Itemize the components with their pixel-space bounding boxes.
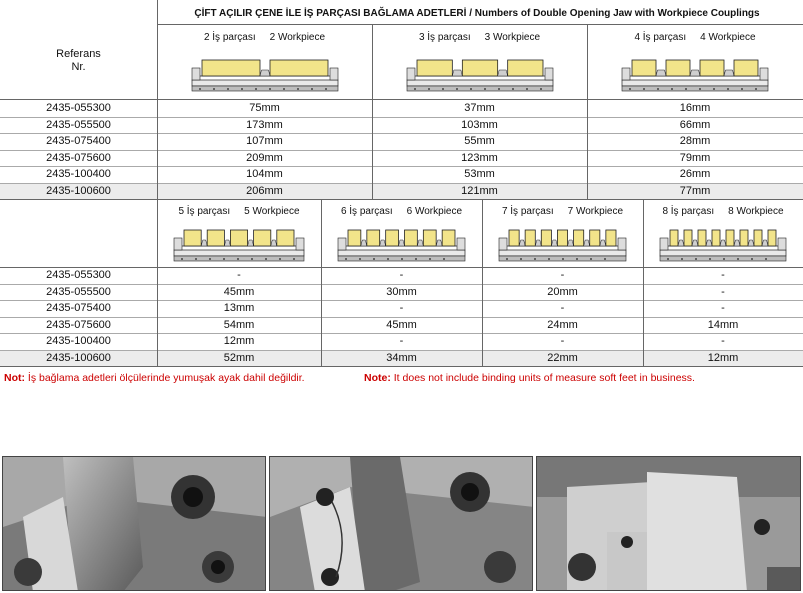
workpiece-mark [740, 230, 748, 246]
bottom-group-label-7 [482, 201, 643, 221]
top-value-cell: 123mm [461, 151, 498, 164]
workpiece-mark [632, 60, 656, 76]
workpiece-mark [525, 230, 535, 246]
group-label-tr: 8 İş parçası [662, 205, 715, 217]
top-value-cell: 26mm [679, 168, 711, 181]
top-reference-cell: 2435-100400 [46, 168, 111, 181]
group-label-tr: 7 İş parçası [501, 205, 554, 217]
top-value-cell: 79mm [679, 151, 711, 164]
workpiece-mark [202, 60, 260, 76]
group-label-en: 3 Workpiece [484, 31, 541, 43]
bottom-jaw-diagram-8 [658, 220, 788, 264]
bottom-value-cell: - [721, 269, 725, 282]
workpiece-mark [367, 230, 380, 246]
bottom-value-cell: 34mm [386, 351, 417, 364]
workpiece-mark [698, 230, 706, 246]
reference-header: Referans Nr. [56, 48, 101, 73]
top-value-cell: 206mm [246, 184, 283, 197]
top-value-cell: 53mm [464, 168, 495, 181]
top-jaw-diagram-2 [190, 50, 340, 94]
top-reference-cell: 2435-075600 [46, 151, 111, 164]
note-tr-key: Not: [4, 372, 25, 384]
bottom-group-label-8 [643, 201, 803, 221]
workpiece-mark [462, 60, 497, 76]
top-value-cell: 16mm [679, 102, 711, 115]
workpiece-mark [348, 230, 361, 246]
bottom-value-cell: - [399, 335, 404, 348]
top-value-cell: 103mm [461, 118, 498, 131]
bottom-value-cell: 12mm [223, 335, 255, 348]
bottom-reference-cell: 2435-075600 [46, 318, 111, 331]
bottom-value-cell: 14mm [707, 318, 739, 331]
bottom-value-cell: 52mm [223, 351, 255, 364]
workpiece-mark [230, 230, 247, 246]
bottom-value-cell: - [721, 285, 725, 298]
top-value-cell: 121mm [461, 184, 498, 197]
bottom-jaw-diagram-7 [497, 220, 628, 264]
top-jaw-diagram-3 [405, 50, 555, 94]
workpiece-mark [754, 230, 762, 246]
workpiece-mark [277, 230, 294, 246]
top-reference-cell: 2435-055500 [46, 118, 111, 131]
workpiece-mark [386, 230, 399, 246]
table-title: ÇİFT AÇILIR ÇENE İLE İŞ PARÇASI BAĞLAMA ADETLERİ / Numbers of Double Opening Jaw with Workpiece Couplings [194, 7, 760, 19]
top-value-cell: 104mm [246, 168, 283, 181]
bottom-value-cell: 24mm [547, 318, 578, 331]
bottom-value-cell: 12mm [707, 351, 739, 364]
top-value-cell: 37mm [464, 102, 495, 115]
top-value-cell: 209mm [246, 151, 283, 164]
top-value-cell: 55mm [464, 135, 495, 148]
workpiece-mark [423, 230, 436, 246]
note-turkish [4, 372, 305, 384]
group-label-en: 2 Workpiece [269, 31, 326, 43]
top-jaw-diagram-4 [620, 50, 770, 94]
workpiece-mark [405, 230, 418, 246]
bottom-jaw-diagram-5 [172, 220, 306, 264]
workpiece-mark [417, 60, 452, 76]
group-label-en: 5 Workpiece [244, 205, 300, 217]
bottom-value-cell: - [399, 269, 404, 282]
bottom-reference-cell: 2435-100600 [46, 351, 111, 364]
bottom-value-cell: - [237, 269, 241, 282]
top-value-cell: 173mm [246, 118, 283, 131]
bottom-reference-cell: 2435-055500 [46, 285, 111, 298]
workpiece-mark [712, 230, 720, 246]
bottom-value-cell: - [560, 302, 565, 315]
group-label-en: 7 Workpiece [567, 205, 624, 217]
workpiece-mark [590, 230, 600, 246]
top-reference-cell: 2435-100600 [46, 184, 111, 197]
top-value-cell: 28mm [679, 135, 711, 148]
top-reference-cell: 2435-075400 [46, 135, 111, 148]
workpiece-mark [606, 230, 616, 246]
bottom-value-cell: 30mm [386, 285, 417, 298]
bottom-value-cell: 45mm [223, 285, 255, 298]
note-en-key: Note: [364, 372, 391, 384]
vise-jaw-photo-3 [536, 456, 801, 591]
bottom-value-cell: 22mm [547, 351, 578, 364]
workpiece-mark [670, 230, 678, 246]
top-value-cell: 77mm [679, 184, 711, 197]
workpiece-mark [768, 230, 776, 246]
workpiece-mark [184, 230, 201, 246]
group-label-en: 8 Workpiece [728, 205, 784, 217]
bottom-reference-cell: 2435-055300 [46, 269, 111, 282]
vise-jaw-photo-1 [2, 456, 266, 591]
note-english [364, 372, 695, 384]
bottom-group-label-6 [321, 201, 482, 221]
workpiece-mark [509, 230, 519, 246]
note-tr-text: İş bağlama adetleri ölçülerinde yumuşak ayak dahil değildir. [27, 372, 305, 384]
workpiece-mark [726, 230, 734, 246]
workpiece-mark [541, 230, 551, 246]
workpiece-mark [557, 230, 567, 246]
group-label-tr: 3 İş parçası [418, 31, 471, 43]
bottom-jaw-diagram-6 [336, 220, 467, 264]
group-label-en: 4 Workpiece [700, 31, 756, 43]
top-value-cell: 75mm [249, 102, 280, 115]
bottom-value-cell: 20mm [547, 285, 578, 298]
workpiece-mark [254, 230, 271, 246]
workpiece-mark [207, 230, 224, 246]
workpiece-mark [700, 60, 724, 76]
bottom-value-cell: 13mm [223, 302, 255, 315]
group-label-tr: 4 İş parçası [634, 31, 687, 43]
group-label-tr: 6 İş parçası [340, 205, 393, 217]
workpiece-mark [270, 60, 328, 76]
bottom-value-cell: - [560, 269, 565, 282]
bottom-group-label-5 [157, 201, 321, 221]
workpiece-mark [734, 60, 758, 76]
workpiece-mark [442, 230, 455, 246]
group-label-tr: 2 İş parçası [203, 31, 256, 43]
top-value-cell: 107mm [246, 135, 283, 148]
top-reference-cell: 2435-055300 [46, 102, 111, 115]
top-group-label-3 [372, 27, 587, 47]
bottom-value-cell: - [721, 335, 725, 348]
bottom-value-cell: - [560, 335, 565, 348]
workpiece-mark [574, 230, 584, 246]
bottom-reference-cell: 2435-100400 [46, 335, 111, 348]
bottom-reference-cell: 2435-075400 [46, 302, 111, 315]
top-value-cell: 66mm [679, 118, 711, 131]
note-en-text: It does not include binding units of measure soft feet in business. [393, 372, 695, 384]
bottom-value-cell: 54mm [223, 318, 255, 331]
group-label-en: 6 Workpiece [406, 205, 463, 217]
vise-jaw-photo-2 [269, 456, 533, 591]
top-group-label-2 [157, 27, 372, 47]
bottom-value-cell: - [399, 302, 404, 315]
top-group-label-4 [587, 27, 803, 47]
workpiece-mark [666, 60, 690, 76]
bottom-value-cell: - [721, 302, 725, 315]
group-label-tr: 5 İş parçası [178, 205, 231, 217]
bottom-value-cell: 45mm [386, 318, 417, 331]
workpiece-mark [507, 60, 542, 76]
workpiece-mark [684, 230, 692, 246]
